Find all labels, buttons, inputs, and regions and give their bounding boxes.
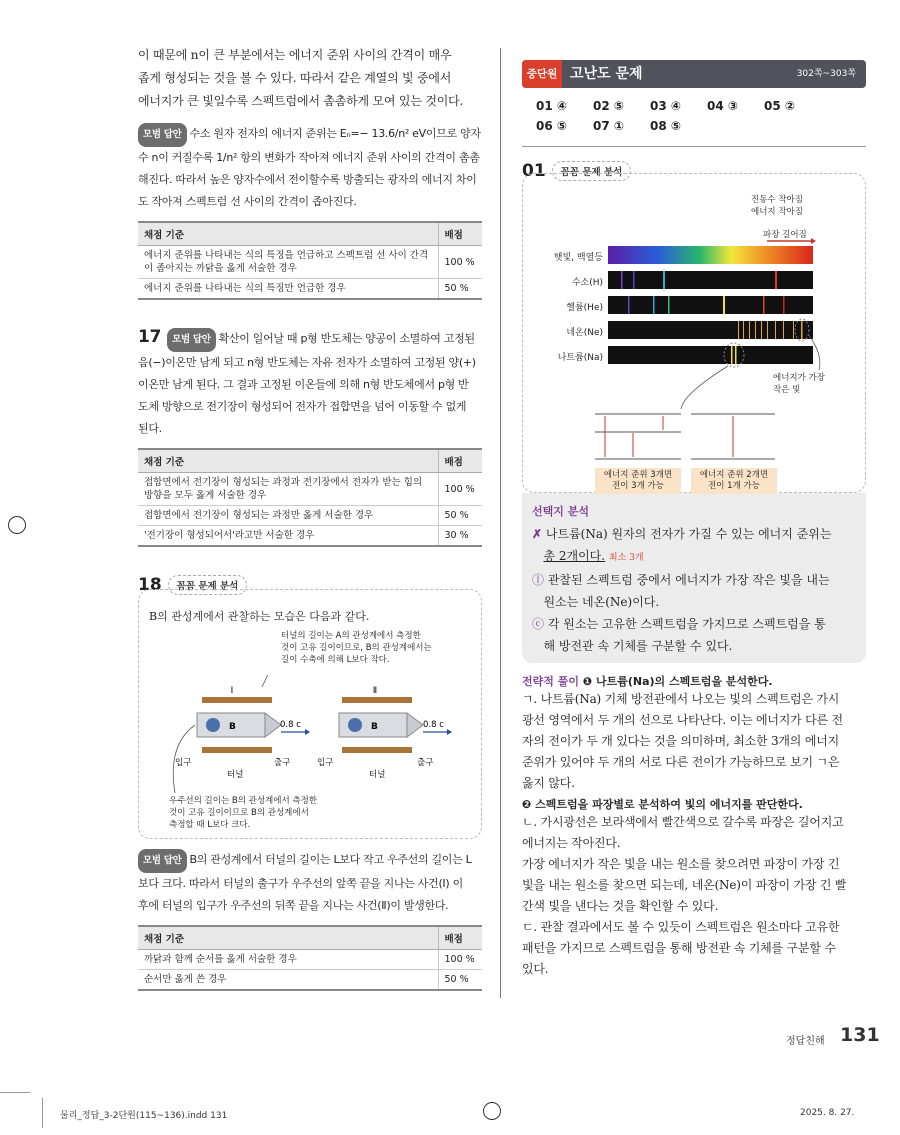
sodium-spectrum [608, 346, 813, 364]
svg-text:입구: 입구 [175, 758, 192, 768]
analysis-tag: 꼼꼼 문제 분석 [168, 575, 248, 595]
tunnel-top-2 [342, 697, 412, 703]
level-box-3: 에너지 준위 3개면 전이 3개 가능 [595, 468, 681, 494]
relativity-figure [147, 675, 477, 815]
file-name: 물리_정답_3-2단원(115~136).indd 131 [60, 1111, 228, 1121]
spectrum-label-helium: 헬륨(He) [566, 303, 603, 313]
hydrogen-spectrum [608, 271, 813, 289]
spectrum-label-sunlight: 햇빛, 백열등 [553, 253, 603, 263]
neon-spectrum [608, 321, 813, 339]
grading-table-18: 채점 기준 배점 까닭과 함께 순서를 옳게 서술한 경우 100 % 순서만 옳게 쓴 경우 50 % [138, 925, 482, 991]
event-2-label: Ⅱ [372, 686, 378, 696]
speed-label-2: 0.8 c [423, 720, 444, 730]
print-date: 2025. 8. 27. [800, 1108, 855, 1118]
page-label: 정답친해 [786, 1036, 825, 1047]
note-pointer [262, 675, 282, 687]
question-17: 17 모범 답안 확산이 일어날 때 p형 반도체는 양공이 소멸하여 고정된 음(−)이온만 남게 되고 n형 반도체는 자유 전자가 소멸하여 고정된 양(+) 이온만 남게 된다. 그 결과 고정된 이온들에 의해 n형 반도체에서 p형 반 도체 방향으로 전기장이 형성되어 전자가 접합면을 넘어 이동할 수 없게 된다. [138, 327, 476, 435]
unit-pages: 302쪽~303쪽 [796, 69, 856, 79]
question-18-header: 18 꼼꼼 문제 분석 [138, 575, 482, 595]
right-column [522, 60, 866, 980]
spaceship-2 [339, 713, 423, 737]
tunnel-bottom-1 [202, 747, 272, 753]
tunnel-bottom-2 [342, 747, 412, 753]
fig-side-note: 에너지가 가장 작은 빛 [773, 373, 825, 395]
svg-text:터널: 터널 [369, 770, 386, 780]
question-18-analysis-box [138, 589, 482, 839]
spectrum-label-neon: 네온(Ne) [566, 328, 603, 338]
q18-note-bottom: 우주선의 길이는 B의 관성계에서 측정한 것이 고유 길이이므로 B의 관성계에서 측정할 때 L보다 크다. [169, 796, 318, 830]
svg-text:출구: 출구 [417, 758, 434, 768]
option-1: ✗ 나트륨(Na) 원자의 전자가 가질 수 있는 에너지 준위는 총 2개이다. 최소 3개 [532, 527, 832, 563]
spectrum-figure-box [522, 173, 866, 493]
grading-table-16: 채점 기준 배점 에너지 준위를 나타내는 식의 특징을 언급하고 스펙트럼 선 사이 간격이 좁아지는 까닭을 옳게 서술한 경우 100 % 에너지 준위를 나타내는 식의 특징만 언급한 경우 50 % [138, 221, 482, 300]
intro-paragraph: 이 때문에 n이 큰 부분에서는 에너지 준위 사이의 간격이 매우 좁게 형성되는 것을 볼 수 있다. 따라서 같은 계열의 빛 중에서 에너지가 큰 빛일수록 스펙트럼에서 촘촘하게 모여 있는 것이다. [138, 48, 464, 108]
spaceship-1 [197, 713, 281, 737]
question-01-header: 01 꼼꼼 문제 분석 [522, 161, 866, 181]
continuous-spectrum [608, 246, 813, 264]
answer-key: 01 ④ 02 ⑤ 03 ④ 04 ③ 05 ② 06 ⑤ 07 ① 08 ⑤ [536, 99, 796, 133]
tunnel-top-1 [202, 697, 272, 703]
unit-tag: 중단원 [522, 60, 562, 88]
option-analysis-title: 선택지 분석 [532, 505, 589, 518]
option-analysis [522, 493, 866, 663]
model-answer-16: 모범 답안 수소 원자 전자의 에너지 준위는 Eₙ=− 13.6/n² eV이므로 양자 수 n이 커질수록 1/n² 항의 변화가 작아져 에너지 준위 사이의 간격이 촘촘 해진다. 따라서 높은 양자수에서 전이할수록 방출되는 광자의 에너지 차이 도 작아져 스펙트럼 선 사이의 간격이 좁아진다. [138, 123, 482, 213]
svg-text:출구: 출구 [274, 758, 291, 768]
option-2: ⓛ 관찰된 스펙트럼 중에서 에너지가 가장 작은 빛을 내는 원소는 네온(Ne)이다. [532, 573, 830, 609]
correction-note: 최소 3개 [608, 553, 644, 563]
event-1-label: Ⅰ [230, 686, 234, 696]
svg-text:입구: 입구 [317, 758, 334, 768]
svg-text:B: B [371, 722, 378, 732]
wavelength-note: 파장 길어짐 [763, 230, 807, 240]
speed-label-1: 0.8 c [280, 720, 301, 730]
svg-text:B: B [229, 722, 236, 732]
q18-intro: B의 관성계에서 관찰하는 모습은 다음과 같다. [149, 610, 370, 623]
column-divider [500, 48, 501, 998]
unit-header [522, 60, 866, 88]
unit-title: 고난도 문제 [570, 66, 643, 82]
spectrum-label-sodium: 나트륨(Na) [557, 353, 603, 363]
registration-mark-bottom [483, 1102, 501, 1120]
helium-spectrum [608, 296, 813, 314]
q18-note-top: 터널의 길이는 A의 관성계에서 측정한 것이 고유 길이이므로, B의 관성계에서는 길이 수축에 의해 L보다 작다. [281, 631, 432, 665]
grading-table-17: 채점 기준 배점 접합면에서 전기장이 형성되는 과정과 전기장에서 전자가 받는 힘의 방향을 모두 옳게 서술한 경우 100 % 접합면에서 전기장이 형성되는 과정만 옳게 서술한 경우 50 % '전기장이 형성되어서'라고만 서술한 경우 30 % [138, 448, 482, 547]
model-answer-badge: 모범 답안 [138, 123, 187, 147]
level-box-2: 에너지 준위 2개면 전이 1개 가능 [691, 468, 777, 494]
option-3: ⓒ 각 원소는 고유한 스펙트럼을 가지므로 스펙트럼을 통 해 방전관 속 기체를 구분할 수 있다. [532, 617, 826, 653]
left-column [138, 44, 482, 991]
strategy-solution: 전략적 풀이 ❶ 나트륨(Na)의 스펙트럼을 분석한다. ㄱ. 나트륨(Na) 기체 방전관에서 나오는 빛의 스펙트럼은 가시 광선 영역에서 두 개의 선으로 나타난다. 이는 에너지가 다른 전 자의 전이가 두 개 있다는 것을 의미하며, 최소한 3개의 에너지 준위가 있어야 두 개의 서로 다른 전이가 가능하므로 보기 ㄱ은 옳지 않다. ❷ 스펙트럼을 파장별로 분석하여 빛의 에너지를 판단한다. ㄴ. 가시광선은 보라색에서 빨간색으로 갈수록 파장은 길어지고 에너지는 작아진다. 가장 에너지가 작은 빛을 내는 원소를 찾으려면 파장이 가장 긴 빛을 내는 원소를 찾으면 되는데, 네온(Ne)이 파장이 가장 긴 빨 간색 빛을 낸다는 것을 확인할 수 있다. ㄷ. 관찰 결과에서도 볼 수 있듯이 스펙트럼은 원소마다 고유한 패턴을 가지므로 스펙트럼을 통해 방전관 속 기체를 구분할 수 있다. [522, 675, 847, 976]
model-answer-18: 모범 답안 B의 관성계에서 터널의 길이는 L보다 작고 우주선의 길이는 L 보다 크다. 따라서 터널의 출구가 우주선의 앞쪽 끝을 지나는 사건(Ⅰ) 이 후에 터널의 입구가 우주선의 뒤쪽 끝을 지나는 사건(Ⅱ)이 발생한다. [138, 849, 482, 917]
question-number: 17 [138, 327, 162, 347]
registration-mark-left [8, 516, 26, 534]
spectrum-label-hydrogen: 수소(H) [571, 278, 603, 288]
svg-text:터널: 터널 [227, 770, 244, 780]
fig-top-note: 진동수 작아짐 에너지 작아짐 [751, 195, 803, 217]
page-number: 131 [840, 1024, 880, 1046]
